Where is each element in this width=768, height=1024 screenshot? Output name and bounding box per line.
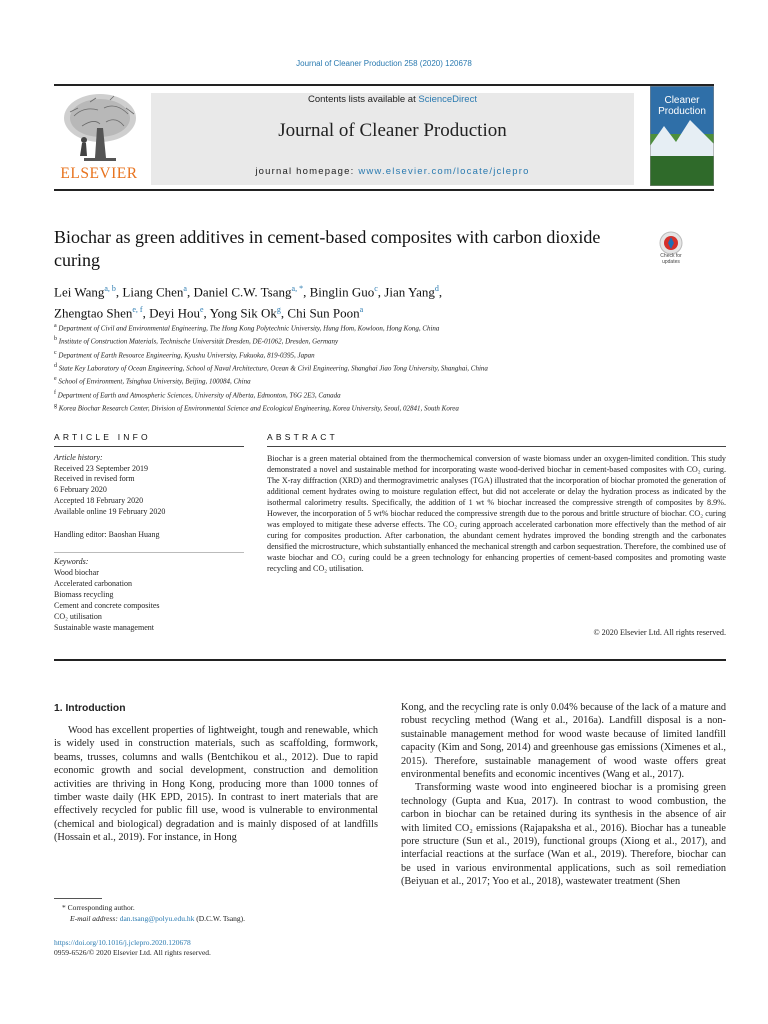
journal-title[interactable]: Journal of Cleaner Production [278,120,507,141]
author-affiliation-mark[interactable]: a [359,305,364,315]
author-separator: , [303,284,310,300]
author-affiliation-mark[interactable]: a, b [104,284,116,293]
author-affiliation-mark[interactable]: a, * [291,284,304,293]
author-separator: , [280,305,288,321]
history-item: Received in revised form [54,474,135,484]
author-affiliation-mark[interactable]: a [183,284,187,293]
header-rule [54,84,714,86]
author-separator: , [142,305,150,321]
cover-title-line-2: Production [658,106,706,117]
article-history [54,453,254,517]
author-name[interactable]: Yong Sik Ok [209,305,277,321]
header-rule [54,189,714,191]
homepage-link[interactable]: www.elsevier.com/locate/jclepro [358,166,530,177]
keyword-item: Sustainable waste management [54,623,154,632]
author-name[interactable]: Binglin Guo [309,284,375,300]
footnote [54,903,384,924]
article-info-heading: ARTICLE INFO [54,432,151,442]
author-name[interactable]: Chi Sun Poon [287,305,360,321]
affiliation-mark: f [54,389,56,396]
body-column-right [401,701,726,889]
affiliation-text: State Key Laboratory of Ocean Engineering, School of Naval Architecture, Ocean & Civil Engineering, Shanghai Jiao Tong University, Shanghai, China [58,364,488,373]
affiliation-mark: g [54,402,57,409]
keyword-item: Wood biochar [54,568,99,577]
journal-reference[interactable]: Journal of Cleaner Production 258 (2020) 120678 [296,59,472,68]
author-separator: , [438,284,443,300]
sciencedirect-link[interactable]: ScienceDirect [418,94,477,105]
affiliation-mark: e [54,376,57,383]
divider [54,446,244,447]
author-separator: , [377,284,385,300]
affiliation-text: Department of Earth Resource Engineering, Kyushu University, Fukuoka, 819-0395, Japan [58,350,315,359]
author-affiliation-mark[interactable]: c [374,284,378,293]
author-affiliation-mark[interactable]: e [199,305,204,315]
affiliation-mark: a [54,323,57,329]
affiliations [54,321,714,414]
affiliation-item [54,374,714,387]
contents-line [151,94,634,105]
affiliation-text: Department of Earth and Atmospheric Sciences, University of Alberta, Edmonton, T6G 2E3, Canada [57,390,341,399]
author-affiliation-mark[interactable]: e, f [132,305,143,315]
keyword-item: Cement and concrete composites [54,601,160,610]
keyword-item: Biomass recycling [54,590,114,599]
section-divider [54,659,726,661]
publisher-logo[interactable] [54,88,144,186]
body-paragraph: Kong, and the recycling rate is only 0.04% because of the lack of a mature and robust recycling method (Wang et al., 2016a). Landfill disposal is a non-sustainable management method for wood waste because of limited landfill capacity (Kim and Song, 2014) and greenhouse gas emissions (Ximenes et al., 2015). Therefore, sustainable management of wood waste offers great environmental benefits and economic incentives (Wang et al., 2017). [401,702,726,781]
affiliation-item [54,348,714,361]
affiliation-item [54,321,714,334]
author-name[interactable]: Lei Wang [54,284,105,300]
affiliation-mark: c [54,349,57,356]
affiliation-text: Institute of Construction Materials, Technische Universität Dresden, DE-01062, Dresden, Germany [58,337,339,346]
handling-editor: Handling editor: Baoshan Huang [54,530,160,539]
affiliation-text: School of Environment, Tsinghua University, Beijing, 100084, China [58,377,251,386]
affiliation-text: Korea Biochar Research Center, Division of Environmental Science and Ecological Engineering, Korea University, Seoul, 02841, South Korea [58,404,459,413]
body-column-left [54,724,378,845]
cover-title-line-1: Cleaner [664,95,700,106]
history-item: Accepted 18 February 2020 [54,495,144,505]
history-label: Article history: [54,453,103,462]
check-for-updates-button[interactable] [654,231,688,267]
publisher-name: ELSEVIER [60,165,138,182]
body-paragraph: Wood has excellent properties of lightweight, tough and renewable, which is widely used in construction materials, such as scaffolding, formwork, beams, trusses, columns and walls (Bentchikou et al., 2012). Due to rapid economic growth and social development, construction and demolition activities are thriving in Hong Kong, producing more than 1000 tonnes of timber waste daily (HK EPD, 2015). In contrast to inert materials that are effectively recycled for public fill use, wood is vulnerable to environmental (chemical and biological) degradation and is mainly disposed of at landfills (Hossain et al., 2019). For instance, in Hong [54,725,378,844]
email-suffix: (D.C.W. Tsang). [194,913,246,923]
author-affiliation-mark[interactable]: g [276,305,281,315]
check-updates-icon [654,231,688,255]
author-name[interactable]: Liang Chen [122,284,184,300]
section-heading: 1. Introduction [54,703,126,714]
homepage-line [151,166,634,177]
body-paragraph: Transforming waste wood into engineered biochar is a promising green technology (Gupta and Kua, 2017). In contrast to wood combustion, the carbon in biochar can be retained during its synthesis in the absence of air with limited CO₂ emissions (Rajapaksha et al., 2016). Biochar has a tuneable pore structure (Sun et al., 2019), functional groups (Xiong et al., 2017), and interfacial reactions at the surface (Wan et al., 2019). Therefore, biochar can be used in various environmental applications, such as soil remediation (Beiyuan et al., 2017; Yoo et al., 2018), wastewater treatment (Shen [401,782,726,888]
affiliation-mark: b [54,336,57,343]
abstract-heading: ABSTRACT [267,432,338,442]
affiliation-text: Department of Civil and Environmental Engineering, The Hong Kong Polytechnic University, Hung Hom, Kowloon, Hong Kong, China [58,324,440,333]
history-item: Available online 19 February 2020 [54,506,166,516]
author-name[interactable]: Jian Yang [384,284,435,300]
keywords [54,556,254,633]
author-name[interactable]: Daniel C.W. Tsang [193,284,292,300]
email-label: E-mail address: [70,913,120,923]
abstract-text: Biochar is a green material obtained from the thermochemical conversion of waste biomass under an oxygen-limited condition. This study demonstrated a novel and sustainable method for incorporating waste wood-derived biochar in cement-based composites with CO₂ curing. The X-ray diffraction (XRD) and thermogravimetric analyses (TGA) illustrated that the incorporation of biochar promoted the generation of additional cement hydrates owing to moisture regulation effect, but did not accelerate or delay the hydration process as indicated by the isothermal calorimetry results. Specifically, the addition of 1 wt % biochar increased the compressive strength of composites by 8.9%. However, the incorporation of 5 wt% biochar reduced the compressive strength due to the porous and brittle structure of biochar. CO₂ curing was employed to mitigate these adverse effects. The CO₂ curing approach accelerated carbonation more effectively than the method of air curing for composites production. After carbonation, the abundant cement hydrates improved the bonding strength and the carbonates densified the microstructure, which substantially enhanced the mechanical strength and carbon sequestration. Therefore, the combined use of waste biochar and CO₂ curing could be a green technology for enhancing properties of cement-based composites and promoting waste recycling and CO₂ utilisation. [267,454,726,573]
history-item: 6 February 2020 [54,485,107,495]
check-updates-label: Check for updates [660,253,682,265]
keyword-item: CO₂ utilisation [54,612,102,621]
affiliation-item [54,334,714,347]
issn-line: 0959-6526/© 2020 Elsevier Ltd. All rights reserved. [54,948,211,957]
author-name[interactable]: Zhengtao Shen [54,305,133,321]
affiliation-item [54,401,714,414]
affiliation-item [54,361,714,374]
divider [54,552,244,553]
copyright-notice: © 2020 Elsevier Ltd. All rights reserved. [593,628,726,637]
author-separator: , [203,305,210,321]
divider [267,446,726,447]
history-item: Received 23 September 2019 [54,463,148,473]
corresponding-author: * Corresponding author. [62,903,135,912]
doi-block [54,938,384,958]
keywords-label: Keywords: [54,557,89,566]
doi-link[interactable]: https://doi.org/10.1016/j.jclepro.2020.120678 [54,938,191,947]
email-link[interactable]: dan.tsang@polyu.edu.hk [119,913,195,923]
article-title: Biochar as green additives in cement-based composites with carbon dioxide curing [54,227,601,270]
author-separator: , [115,284,123,300]
homepage-prefix: journal homepage: [255,166,359,177]
keyword-item: Accelerated carbonation [54,579,132,588]
author-name[interactable]: Deyi Hou [149,305,200,321]
affiliation-mark: d [54,362,57,369]
author-separator: , [186,284,194,300]
contents-prefix: Contents lists available at [308,94,419,105]
journal-cover[interactable] [650,86,714,186]
author-affiliation-mark[interactable]: d [434,284,439,293]
footnote-rule [54,898,102,899]
affiliation-item [54,388,714,401]
author-list [54,280,654,323]
